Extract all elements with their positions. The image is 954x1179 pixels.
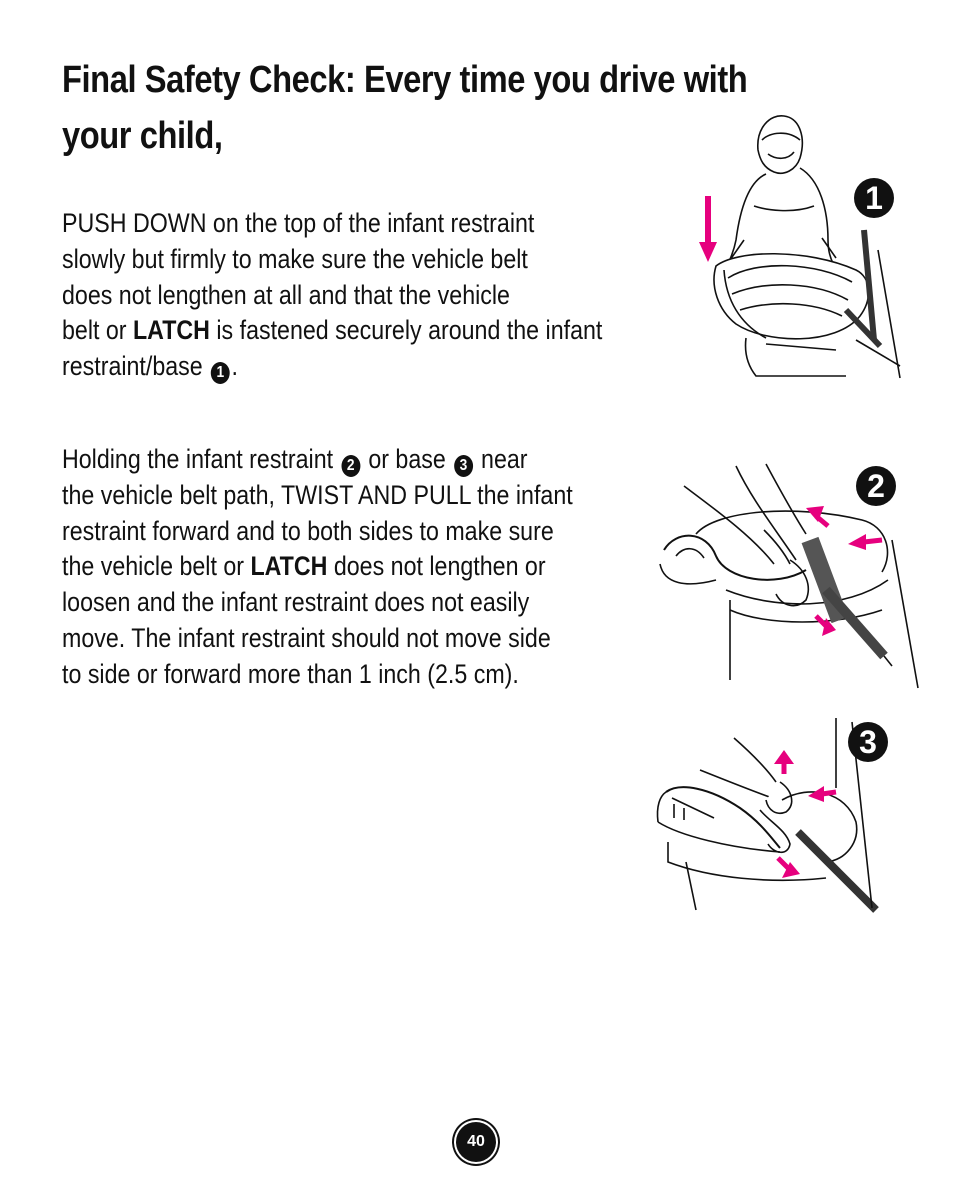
paragraph-line: restraint forward and to both sides to make sure bbox=[62, 515, 554, 546]
text-run: Holding the infant restraint bbox=[62, 444, 340, 474]
latch-term: LATCH bbox=[250, 551, 328, 582]
paragraph-line: loosen and the infant restraint does not easily bbox=[62, 587, 530, 618]
figure-ref-1: 1 bbox=[211, 362, 230, 384]
text-run: does not lengthen or bbox=[327, 551, 546, 582]
paragraph-line: move. The infant restraint should not move side bbox=[62, 622, 551, 653]
text-run: near bbox=[474, 444, 528, 474]
figure-1-push-down bbox=[696, 110, 908, 382]
figure-number-2: 2 bbox=[856, 466, 896, 506]
paragraph-line bbox=[62, 442, 573, 478]
paragraph-line bbox=[62, 549, 573, 585]
figure-ref-3: 3 bbox=[454, 455, 473, 477]
figure-2-twist-restraint bbox=[656, 460, 920, 690]
paragraph-line: slowly but firmly to make sure the vehicle belt bbox=[62, 243, 528, 274]
twist-pull-paragraph bbox=[62, 442, 573, 693]
figure-number-3: 3 bbox=[848, 722, 888, 762]
paragraph-line: the vehicle belt path, TWIST AND PULL the infant bbox=[62, 479, 573, 510]
latch-term: LATCH bbox=[132, 315, 210, 346]
text-run: restraint/base bbox=[62, 351, 210, 382]
push-down-illustration bbox=[696, 110, 908, 382]
text-run: . bbox=[231, 351, 238, 382]
page-number: 40 bbox=[456, 1122, 496, 1162]
paragraph-line: does not lengthen at all and that the vehicle bbox=[62, 279, 510, 310]
text-run: the vehicle belt or bbox=[62, 551, 251, 582]
paragraph-line: to side or forward more than 1 inch (2.5 cm). bbox=[62, 658, 519, 689]
text-run: belt or bbox=[62, 315, 133, 346]
figure-number-1: 1 bbox=[854, 178, 894, 218]
figure-3-twist-base bbox=[650, 712, 890, 918]
push-down-paragraph bbox=[62, 206, 602, 385]
page-title: Final Safety Check: Every time you drive with your child, bbox=[62, 59, 748, 157]
text-run: is fastened securely around the infant bbox=[209, 315, 603, 346]
paragraph-line bbox=[62, 349, 602, 385]
paragraph-line bbox=[62, 313, 602, 349]
figure-ref-2: 2 bbox=[341, 455, 360, 477]
text-run: or base bbox=[361, 444, 453, 474]
paragraph-line: PUSH DOWN on the top of the infant restraint bbox=[62, 208, 535, 238]
